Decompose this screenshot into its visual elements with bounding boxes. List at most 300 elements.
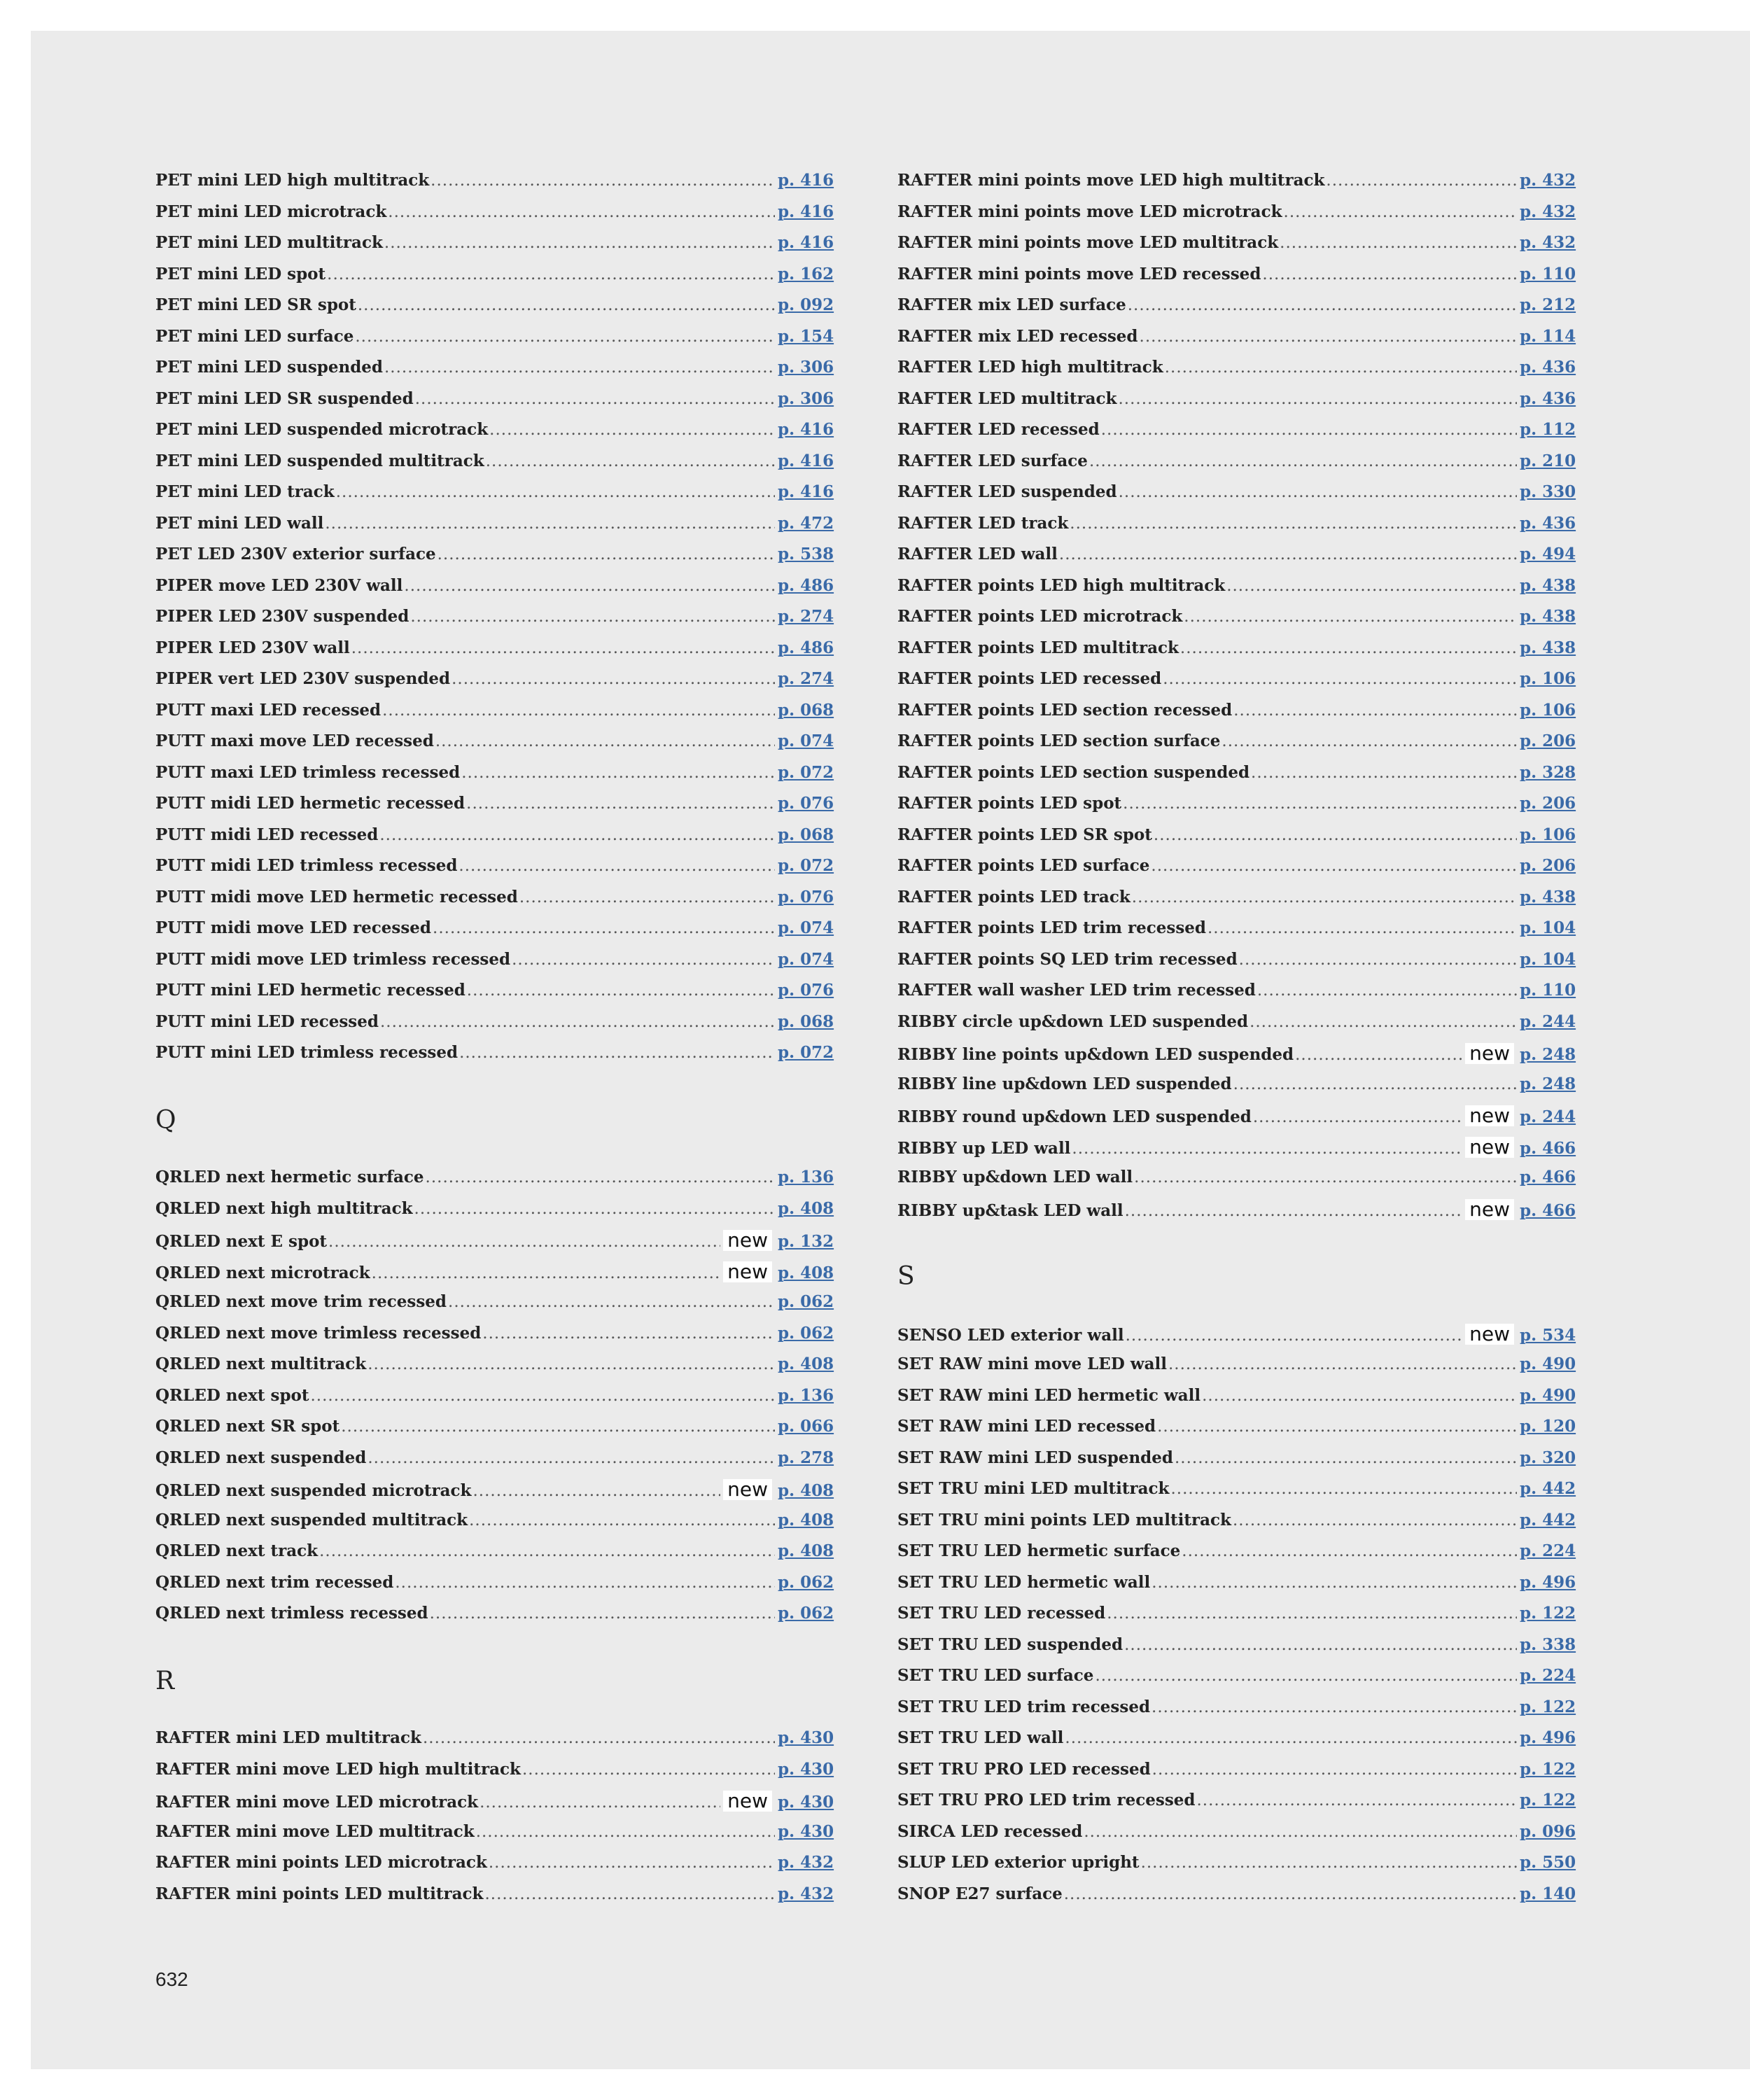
page-reference-link[interactable]: p. 140: [1520, 1884, 1576, 1903]
index-entry: [155, 1199, 836, 1231]
page-reference-link[interactable]: p. 430: [778, 1793, 834, 1812]
page-reference-link[interactable]: p. 212: [1520, 295, 1576, 314]
index-entry: [897, 1635, 1578, 1667]
entry-name: PET mini LED wall: [155, 513, 324, 533]
entry-name: PET mini LED spot: [155, 264, 326, 284]
entry-name: RAFTER points LED microtrack: [897, 607, 1183, 626]
page-reference-link[interactable]: p. 074: [778, 949, 834, 969]
dot-leader: [372, 1264, 720, 1282]
dot-leader: [512, 951, 775, 969]
page-reference-link[interactable]: p. 306: [778, 388, 834, 408]
index-entry: [897, 1728, 1578, 1760]
entry-name: QRLED next suspended: [155, 1448, 367, 1467]
page-reference-link[interactable]: p. 436: [1520, 358, 1576, 377]
index-entry: [897, 327, 1578, 358]
dot-leader: [1065, 1729, 1517, 1747]
entry-name: RAFTER mini points move LED high multitrack: [897, 171, 1325, 190]
page-reference-link[interactable]: p. 338: [1520, 1634, 1576, 1654]
page-reference-link[interactable]: p. 076: [778, 794, 834, 813]
entry-name: SIRCA LED recessed: [897, 1821, 1083, 1841]
dot-leader: [430, 1604, 775, 1623]
page-reference-link[interactable]: p. 062: [778, 1292, 834, 1311]
entry-name: PET mini LED SR spot: [155, 295, 356, 314]
page-reference-link[interactable]: p. 494: [1520, 545, 1576, 564]
index-entry: [155, 1168, 836, 1199]
dot-leader: [1251, 764, 1517, 782]
entry-name: PIPER vert LED 230V suspended: [155, 669, 451, 688]
index-entry: [155, 1043, 836, 1074]
page-reference-link[interactable]: p. 106: [1520, 825, 1576, 844]
entry-name: SET TRU LED suspended: [897, 1634, 1124, 1654]
entry-name: RAFTER LED suspended: [897, 482, 1117, 501]
dot-leader: [1152, 1574, 1517, 1592]
page-reference-link[interactable]: p. 224: [1520, 1541, 1576, 1560]
page-reference-link[interactable]: p. 432: [1520, 233, 1576, 252]
dot-leader: [430, 172, 775, 190]
index-entry: [897, 233, 1578, 265]
index-entry: [897, 701, 1578, 732]
entry-name: RAFTER LED wall: [897, 545, 1058, 564]
dot-leader: [1125, 1202, 1463, 1220]
page-reference-link[interactable]: p. 068: [778, 1011, 834, 1031]
dot-leader: [1171, 1480, 1518, 1498]
page-reference-link[interactable]: p. 408: [778, 1510, 834, 1530]
dot-leader: [1134, 1168, 1517, 1186]
dot-leader: [1140, 328, 1517, 346]
page-reference-link[interactable]: p. 432: [1520, 202, 1576, 221]
dot-leader: [379, 826, 775, 844]
entry-name: RAFTER LED high multitrack: [897, 358, 1163, 377]
entry-name: RAFTER LED recessed: [897, 420, 1100, 439]
page-reference-link[interactable]: p. 206: [1520, 856, 1576, 875]
page-reference-link[interactable]: p. 274: [778, 607, 834, 626]
dot-leader: [433, 919, 775, 937]
index-entry: [155, 1853, 836, 1884]
page-reference-link[interactable]: p. 154: [778, 326, 834, 346]
entry-name: PIPER LED 230V suspended: [155, 607, 410, 626]
index-entry: [897, 1168, 1578, 1199]
index-entry: [155, 1012, 836, 1044]
index-entry: [897, 358, 1578, 389]
entry-name: SET TRU LED wall: [897, 1728, 1064, 1747]
dot-leader: [448, 1293, 775, 1311]
page-reference-link[interactable]: p. 432: [778, 1884, 834, 1903]
entry-name: RAFTER mini points LED multitrack: [155, 1884, 484, 1903]
entry-name: RAFTER points LED recessed: [897, 669, 1162, 688]
page-reference-link[interactable]: p. 062: [778, 1572, 834, 1592]
page-reference-link[interactable]: p. 472: [778, 513, 834, 533]
entry-name: PIPER LED 230V wall: [155, 638, 350, 657]
page-reference-link[interactable]: p. 068: [778, 825, 834, 844]
entry-name: SET RAW mini LED hermetic wall: [897, 1385, 1201, 1405]
page-reference-link[interactable]: p. 122: [1520, 1697, 1576, 1716]
page-reference-link[interactable]: p. 112: [1520, 420, 1576, 439]
page-reference-link[interactable]: p. 416: [778, 451, 834, 470]
page-reference-link[interactable]: p. 076: [778, 981, 834, 1000]
page-reference-link[interactable]: p. 466: [1520, 1200, 1576, 1220]
entry-name: SNOP E27 surface: [897, 1884, 1063, 1903]
entry-name: QRLED next trimless recessed: [155, 1604, 428, 1623]
entry-name: QRLED next multitrack: [155, 1354, 367, 1373]
section-heading-s: S: [897, 1261, 915, 1291]
index-entry: [897, 825, 1578, 857]
dot-leader: [476, 1823, 775, 1841]
entry-name: SET RAW mini LED recessed: [897, 1417, 1156, 1436]
index-entry: [897, 1012, 1578, 1044]
page-reference-link[interactable]: p. 136: [778, 1168, 834, 1186]
entry-name: RAFTER mini move LED microtrack: [155, 1793, 479, 1812]
page-reference-link[interactable]: p. 074: [778, 918, 834, 937]
index-entry: [897, 1199, 1578, 1231]
dot-leader: [1128, 296, 1517, 314]
index-entry: [897, 1884, 1578, 1916]
dot-leader: [1064, 1885, 1517, 1903]
entry-name: RAFTER points LED spot: [897, 794, 1122, 813]
entry-name: RAFTER points LED section surface: [897, 732, 1221, 750]
page-reference-link[interactable]: p. 438: [1520, 575, 1576, 595]
dot-leader: [382, 701, 775, 720]
page-reference-link[interactable]: p. 110: [1520, 981, 1576, 1000]
page-reference-link[interactable]: p. 306: [778, 358, 834, 377]
page-reference-link[interactable]: p. 274: [778, 669, 834, 688]
dot-leader: [1152, 1760, 1517, 1779]
page-reference-link[interactable]: p. 432: [778, 1853, 834, 1872]
dot-leader: [435, 732, 775, 750]
page-reference-link[interactable]: p. 248: [1520, 1045, 1576, 1064]
dot-leader: [1262, 265, 1517, 284]
page-reference-link[interactable]: p. 104: [1520, 949, 1576, 969]
index-column-right: [897, 171, 1578, 1915]
index-entry: [155, 1511, 836, 1542]
dot-leader: [1152, 1698, 1517, 1716]
index-entry: [155, 420, 836, 451]
entry-name: PUTT maxi LED trimless recessed: [155, 762, 461, 782]
index-entry: [155, 295, 836, 327]
page-reference-link[interactable]: p. 132: [778, 1232, 834, 1251]
dot-leader: [1284, 203, 1517, 221]
page-reference-link[interactable]: p. 442: [1520, 1510, 1576, 1530]
page-reference-link[interactable]: p. 110: [1520, 264, 1576, 284]
entry-name: QRLED next trim recessed: [155, 1572, 394, 1592]
page-reference-link[interactable]: p. 534: [1520, 1325, 1576, 1345]
index-entry: [897, 1666, 1578, 1698]
index-entry: [897, 1604, 1578, 1635]
entry-name: RAFTER LED multitrack: [897, 388, 1117, 408]
page-reference-link[interactable]: p. 278: [778, 1448, 834, 1467]
page-reference-link[interactable]: p. 072: [778, 1043, 834, 1062]
index-entry: [155, 451, 836, 483]
entry-name: PUTT midi move LED recessed: [155, 918, 432, 937]
page-reference-link[interactable]: p. 206: [1520, 794, 1576, 813]
index-entry: [897, 1386, 1578, 1418]
page-reference-link[interactable]: p. 436: [1520, 388, 1576, 408]
page-reference-link[interactable]: p. 096: [1520, 1821, 1576, 1841]
page-reference-link[interactable]: p. 436: [1520, 513, 1576, 533]
entry-name: SET TRU PRO LED recessed: [897, 1759, 1151, 1779]
page-reference-link[interactable]: p. 408: [778, 1263, 834, 1282]
entry-name: PUTT maxi LED recessed: [155, 700, 382, 720]
dot-leader: [388, 203, 775, 221]
entry-name: PUTT midi move LED trimless recessed: [155, 949, 511, 969]
index-entry: [155, 327, 836, 358]
entry-name: PET mini LED suspended: [155, 358, 383, 377]
index-entry: [155, 950, 836, 981]
dot-leader: [319, 1542, 775, 1560]
entry-name: SET RAW mini move LED wall: [897, 1354, 1167, 1373]
page-reference-link[interactable]: p. 416: [778, 202, 834, 221]
entry-name: QRLED next spot: [155, 1385, 309, 1405]
entry-name: RAFTER mini points LED microtrack: [155, 1853, 487, 1872]
page-reference-link[interactable]: p. 072: [778, 856, 834, 875]
entry-name: PET LED 230V exterior surface: [155, 545, 436, 564]
page-reference-link[interactable]: p. 466: [1520, 1138, 1576, 1158]
page-reference-link[interactable]: p. 062: [778, 1323, 834, 1343]
page-reference-link[interactable]: p. 430: [778, 1759, 834, 1779]
entry-name: RAFTER points LED track: [897, 887, 1130, 906]
index-entry: [897, 1853, 1578, 1884]
dot-leader: [1157, 1418, 1517, 1436]
new-badge: new: [1465, 1199, 1514, 1220]
entry-name: SET TRU LED recessed: [897, 1604, 1106, 1623]
page-reference-link[interactable]: p. 248: [1520, 1074, 1576, 1093]
dot-leader: [351, 639, 775, 657]
dot-leader: [384, 234, 775, 252]
page-reference-link[interactable]: p. 438: [1520, 887, 1576, 906]
index-entry: [897, 171, 1578, 202]
dot-leader: [415, 390, 775, 408]
index-entry: [155, 482, 836, 514]
page-reference-link[interactable]: p. 330: [1520, 482, 1576, 501]
entry-name: RAFTER points LED surface: [897, 856, 1150, 875]
entry-name: PET mini LED multitrack: [155, 233, 383, 252]
dot-leader: [522, 1760, 775, 1779]
page-reference-link[interactable]: p. 244: [1520, 1107, 1576, 1126]
page-reference-link[interactable]: p. 106: [1520, 669, 1576, 688]
entry-name: SET TRU mini points LED multitrack: [897, 1510, 1231, 1530]
dot-leader: [1280, 234, 1517, 252]
entry-name: RAFTER wall washer LED trim recessed: [897, 981, 1256, 1000]
page-reference-link[interactable]: p. 416: [778, 171, 834, 190]
index-entry: [897, 1791, 1578, 1822]
new-badge: new: [723, 1479, 772, 1500]
index-entry: [155, 1728, 836, 1760]
dot-leader: [1089, 452, 1517, 470]
entry-name: RAFTER points LED multitrack: [897, 638, 1179, 657]
dot-leader: [1222, 732, 1517, 750]
page-reference-link[interactable]: p. 430: [778, 1821, 834, 1841]
dot-leader: [1107, 1604, 1517, 1623]
page-reference-link[interactable]: p. 416: [778, 482, 834, 501]
dot-leader: [489, 421, 775, 439]
entry-name: RAFTER mini points move LED recessed: [897, 264, 1261, 284]
entry-group-p: [155, 171, 836, 1074]
index-entry: [155, 1479, 836, 1511]
page-reference-link[interactable]: p. 206: [1520, 732, 1576, 750]
page-reference-link[interactable]: p. 114: [1520, 326, 1576, 346]
entry-name: RAFTER mix LED recessed: [897, 326, 1138, 346]
dot-leader: [1132, 888, 1517, 906]
dot-leader: [461, 764, 775, 782]
entry-name: RAFTER mini move LED high multitrack: [155, 1759, 521, 1779]
dot-leader: [484, 1885, 775, 1903]
page-reference-link[interactable]: p. 416: [778, 420, 834, 439]
dot-leader: [1202, 1387, 1517, 1405]
dot-leader: [519, 888, 775, 906]
index-entry: [897, 1354, 1578, 1386]
page-reference-link[interactable]: p. 328: [1520, 762, 1576, 782]
page-reference-link[interactable]: p. 486: [778, 638, 834, 657]
index-entry: [897, 794, 1578, 825]
page-reference-link[interactable]: p. 408: [778, 1481, 834, 1500]
dot-leader: [466, 794, 775, 813]
page-reference-link[interactable]: p. 496: [1520, 1728, 1576, 1747]
page-reference-link[interactable]: p. 072: [778, 762, 834, 782]
new-badge: new: [1465, 1324, 1514, 1345]
index-entry: [897, 451, 1578, 483]
dot-leader: [1295, 1046, 1462, 1064]
index-entry: [897, 202, 1578, 234]
entry-name: SET TRU mini LED multitrack: [897, 1479, 1170, 1498]
dot-leader: [1184, 608, 1517, 626]
page-reference-link[interactable]: p. 244: [1520, 1011, 1576, 1031]
index-entry: [155, 1324, 836, 1355]
entry-name: RAFTER points LED section recessed: [897, 700, 1233, 720]
entry-name: RAFTER points LED SR spot: [897, 825, 1152, 844]
dot-leader: [1101, 421, 1517, 439]
index-entry: [155, 358, 836, 389]
page-reference-link[interactable]: p. 062: [778, 1604, 834, 1623]
index-entry: [155, 918, 836, 950]
index-entry: [155, 732, 836, 763]
page-reference-link[interactable]: p. 490: [1520, 1385, 1576, 1405]
index-entry: [897, 265, 1578, 296]
entry-name: RIBBY up&down LED wall: [897, 1168, 1133, 1186]
page-reference-link[interactable]: p. 076: [778, 887, 834, 906]
dot-leader: [414, 1200, 775, 1218]
dot-leader: [1154, 826, 1517, 844]
index-entry: [155, 888, 836, 919]
index-entry: [897, 950, 1578, 981]
page-reference-link[interactable]: p. 442: [1520, 1479, 1576, 1498]
index-entry: [155, 1541, 836, 1573]
page-number: 632: [155, 1968, 188, 1990]
dot-leader: [438, 545, 775, 564]
index-entry: [897, 1324, 1578, 1355]
index-entry: [897, 545, 1578, 576]
dot-leader: [458, 857, 775, 875]
index-entry: [155, 669, 836, 701]
dot-leader: [473, 1482, 721, 1500]
dot-leader: [1165, 358, 1517, 377]
entry-name: RAFTER LED track: [897, 513, 1069, 533]
page-reference-link[interactable]: p. 074: [778, 732, 834, 750]
page-reference-link[interactable]: p. 120: [1520, 1417, 1576, 1436]
page-reference-link[interactable]: p. 416: [778, 233, 834, 252]
entry-name: PET mini LED suspended multitrack: [155, 451, 484, 470]
dot-leader: [355, 328, 775, 346]
dot-leader: [1175, 1449, 1517, 1467]
entry-name: PET mini LED SR suspended: [155, 388, 414, 408]
page-reference-link[interactable]: p. 486: [778, 575, 834, 595]
dot-leader: [467, 981, 775, 1000]
page-reference-link[interactable]: p. 550: [1520, 1853, 1576, 1872]
dot-leader: [1257, 981, 1517, 1000]
entry-name: RAFTER mini LED multitrack: [155, 1728, 421, 1747]
section-heading-q: Q: [155, 1106, 176, 1135]
page-reference-link[interactable]: p. 438: [1520, 638, 1576, 657]
index-entry: [897, 1074, 1578, 1106]
entry-name: PUTT mini LED trimless recessed: [155, 1043, 458, 1062]
page-reference-link[interactable]: p. 122: [1520, 1791, 1576, 1809]
entry-name: PET mini LED microtrack: [155, 202, 387, 221]
dot-leader: [1141, 1854, 1517, 1872]
page-reference-link[interactable]: p. 320: [1520, 1448, 1576, 1467]
index-entry: [155, 794, 836, 825]
page-reference-link[interactable]: p. 432: [1520, 171, 1576, 190]
page-reference-link[interactable]: p. 068: [778, 700, 834, 720]
index-entry: [155, 763, 836, 794]
index-entry: [897, 763, 1578, 794]
section-heading-r: R: [155, 1667, 175, 1695]
page-reference-link[interactable]: p. 408: [778, 1354, 834, 1373]
index-entry: [155, 1230, 836, 1261]
page-reference-link[interactable]: p. 104: [1520, 918, 1576, 937]
page-reference-link[interactable]: p. 408: [778, 1198, 834, 1218]
dot-leader: [395, 1574, 775, 1592]
page-reference-link[interactable]: p. 066: [778, 1417, 834, 1436]
index-entry: [155, 1884, 836, 1916]
dot-leader: [328, 1233, 720, 1251]
entry-name: QRLED next E spot: [155, 1232, 328, 1251]
index-entry: [155, 1354, 836, 1386]
entry-name: RAFTER LED surface: [897, 451, 1088, 470]
page-reference-link[interactable]: p. 136: [778, 1385, 834, 1405]
page-reference-link[interactable]: p. 210: [1520, 451, 1576, 470]
index-entry: [155, 825, 836, 857]
page-reference-link[interactable]: p. 092: [778, 295, 834, 314]
entry-name: PUTT midi LED hermetic recessed: [155, 794, 465, 813]
index-entry: [155, 701, 836, 732]
page-reference-link[interactable]: p. 466: [1520, 1168, 1576, 1186]
dot-leader: [482, 1324, 775, 1343]
page-reference-link[interactable]: p. 430: [778, 1728, 834, 1747]
dot-leader: [1163, 670, 1517, 688]
page-reference-link[interactable]: p. 438: [1520, 607, 1576, 626]
entry-name: PUTT mini LED recessed: [155, 1011, 379, 1031]
entry-name: QRLED next suspended multitrack: [155, 1510, 468, 1530]
entry-name: PET mini LED high multitrack: [155, 171, 430, 190]
page-reference-link[interactable]: p. 224: [1520, 1666, 1576, 1685]
page-reference-link[interactable]: p. 490: [1520, 1354, 1576, 1373]
page-reference-link[interactable]: p. 122: [1520, 1604, 1576, 1623]
page-reference-link[interactable]: p. 408: [778, 1541, 834, 1560]
new-badge: new: [723, 1230, 772, 1251]
index-entry: [897, 482, 1578, 514]
index-entry: [155, 202, 836, 234]
page-reference-link[interactable]: p. 538: [778, 545, 834, 564]
page-reference-link[interactable]: p. 162: [778, 264, 834, 284]
dot-leader: [1233, 701, 1517, 720]
entry-group-q: [155, 1168, 836, 1635]
page-reference-link[interactable]: p. 106: [1520, 700, 1576, 720]
entry-name: PIPER move LED 230V wall: [155, 575, 403, 595]
page-reference-link[interactable]: p. 122: [1520, 1759, 1576, 1779]
dot-leader: [1182, 1542, 1517, 1560]
dot-leader: [1119, 483, 1517, 501]
entry-name: SET TRU LED surface: [897, 1666, 1094, 1685]
dot-leader: [1072, 1140, 1462, 1158]
page-reference-link[interactable]: p. 496: [1520, 1572, 1576, 1592]
